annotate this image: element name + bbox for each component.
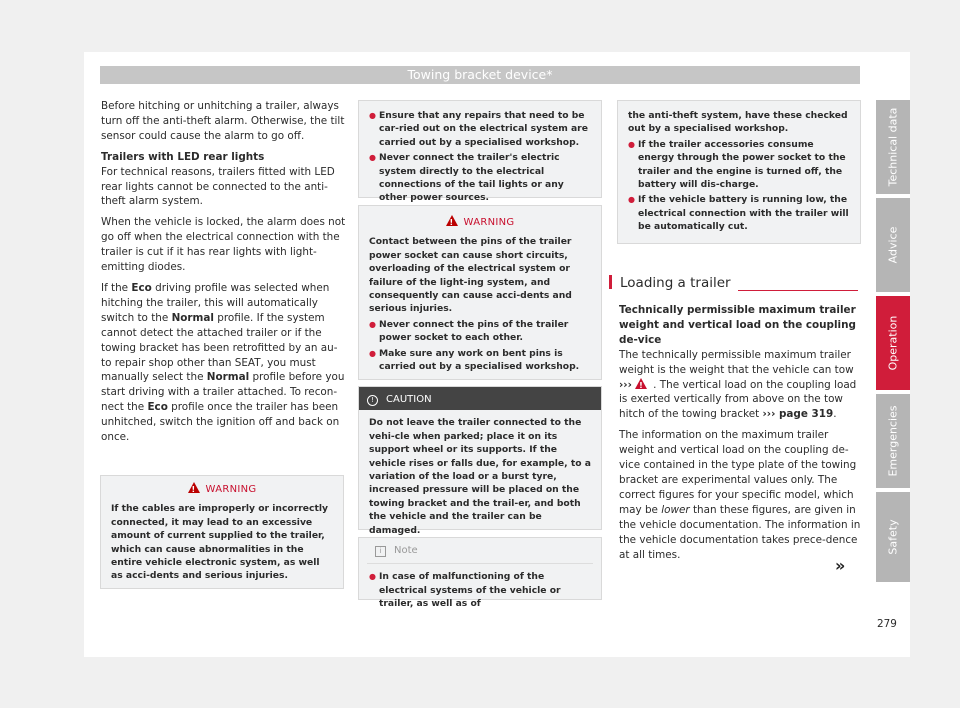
subheading-weight: Technically permissible maximum trailer weight and vertical load on the coupling de-vice <box>619 304 856 346</box>
tab-label: Operation <box>886 315 900 371</box>
paragraph: Before hitching or unhitching a trailer, always turn off the anti-theft alarm. Otherwise, the tilt sensor could cause the alarm to go off. <box>101 100 345 142</box>
normal-label: Normal <box>171 311 214 324</box>
tab-label: Safety <box>886 519 900 555</box>
tab-label: Emergencies <box>886 405 900 477</box>
column-1 <box>101 99 346 451</box>
note-box <box>358 537 602 610</box>
warning-text: Contact between the pins of the trailer power socket can cause short circuits, overloading of the electrical system or failure of the light-ing system, and consequently can cause acci-dents and serious injuries. <box>369 236 572 315</box>
warning-label: WARNING <box>463 217 515 228</box>
paragraph: For technical reasons, trailers fitted with LED rear lights cannot be connected to the anti-theft alarm system. <box>101 165 335 208</box>
tab-advice[interactable] <box>876 198 910 292</box>
warning-box-continued <box>358 100 602 204</box>
note-label: Note <box>394 545 418 556</box>
warning-triangle-icon <box>188 482 200 493</box>
caution-label: CAUTION <box>386 394 432 405</box>
normal-label: Normal <box>206 371 250 384</box>
tab-operation[interactable] <box>876 296 910 390</box>
info-circle-icon: ! <box>367 395 378 406</box>
text: profile before you start driving with a trailer attached. To recon-nect the <box>101 371 345 414</box>
eco-label: Eco <box>131 281 152 294</box>
note-text: the anti-theft system, have these checked out by a specialised workshop. <box>628 110 848 135</box>
text: than these figures, are given in the vehicle documentation. The information in the vehicle documentation takes prece-dence at all times. <box>619 503 861 561</box>
caution-text: Do not leave the trailer connected to the vehi-cle when parked; place it on its support wheel or its supports. If the vehicle rises or falls due, for example, to a variation of the load or a burst tyre, increased pressure will be placed on the towing bracket and the trail-er, and both the vehicle and the trailer can be damaged. <box>369 417 591 536</box>
text: . <box>833 408 837 421</box>
page-number: 279 <box>877 618 897 630</box>
list-item: ● If the vehicle battery is running low, the electrical connection with the trailer will be automatically cut. <box>628 193 850 233</box>
eco-label: Eco <box>147 401 168 414</box>
tab-safety[interactable] <box>876 492 910 582</box>
warning-triangle-icon <box>446 215 458 226</box>
subheading-led: Trailers with LED rear lights <box>101 150 265 163</box>
caution-box <box>358 386 602 536</box>
page-reference-link[interactable]: ››› page 319 <box>762 408 834 421</box>
ref-arrow: ››› <box>619 378 632 391</box>
warning-label: WARNING <box>205 484 257 495</box>
text: profile. If the system cannot detect the attached trailer or if the towing bracket has been retrofitted by an au-to repair shop other than SEAT, you must manually select the <box>101 311 338 384</box>
warning-box-pins <box>358 205 602 380</box>
text: driving profile was selected when hitching the trailer, this will automatically switch to the <box>101 281 330 324</box>
text: If the <box>101 281 132 294</box>
list-item: ● Ensure that any repairs that need to be car-ried out on the electrical system are carried out by a specialised workshop. <box>369 109 591 149</box>
tab-technical-data[interactable] <box>876 100 910 194</box>
list-item: ● Never connect the pins of the trailer power socket to each other. <box>369 318 591 345</box>
tab-emergencies[interactable] <box>876 394 910 488</box>
text: profile once the trailer has been unhitched, switch the ignition off and back on once. <box>101 401 340 444</box>
tab-label: Advice <box>886 226 900 264</box>
list-item: ● If the trailer accessories consume energy through the power socket to the trailer and the engine is turned off, the battery will dis-charge. <box>628 138 850 192</box>
section-marker <box>609 275 612 289</box>
list-item: ● Make sure any work on bent pins is carried out by a specialised workshop. <box>369 347 591 374</box>
paragraph: When the vehicle is locked, the alarm does not go off when the electrical connection with the trailer is cut if it has rear lights with light-emitting diodes. <box>101 216 346 274</box>
section-title: Loading a trailer <box>620 275 731 291</box>
text: . The vertical load on the coupling load is exerted vertically from above on the tow hitch of the towing bracket <box>619 378 857 421</box>
emphasis: lower <box>661 503 690 516</box>
section-rule <box>738 290 858 291</box>
warning-header <box>359 206 601 233</box>
warning-box-cables <box>100 475 344 589</box>
list-item: ● Never connect the trailer's electric system directly to the electrical connections of the tail lights or any other power sources. <box>369 151 591 205</box>
page-header: Towing bracket device* <box>100 66 860 84</box>
paragraph-profile <box>101 281 346 445</box>
note-box-continued <box>617 100 861 244</box>
tab-label: Technical data <box>886 107 900 187</box>
caution-header <box>359 387 601 410</box>
warning-text: If the cables are improperly or incorrectly connected, it may lead to an excessive amount of current supplied to the trailer, which can cause abnormalities in the entire vehicle electronic system, as well as acci-dents and serious injuries. <box>111 503 328 582</box>
note-header <box>367 538 593 564</box>
continue-marker: » <box>835 556 846 575</box>
text: The information on the maximum trailer weight and vertical load on the coupling de-vice contained in the type plate of the towing bracket are experimental values only. The correct figures for your specific model, which may be <box>619 429 857 516</box>
note-icon: i <box>375 546 386 557</box>
list-item: ● In case of malfunctioning of the electrical systems of the vehicle or trailer, as well as of <box>369 570 591 610</box>
warning-header <box>101 476 343 500</box>
column-3 <box>619 303 861 568</box>
text: The technically permissible maximum trailer weight is the weight that the vehicle can tow <box>619 348 854 376</box>
warning-triangle-icon <box>635 378 647 389</box>
paragraph <box>619 428 861 562</box>
paragraph <box>619 348 861 423</box>
